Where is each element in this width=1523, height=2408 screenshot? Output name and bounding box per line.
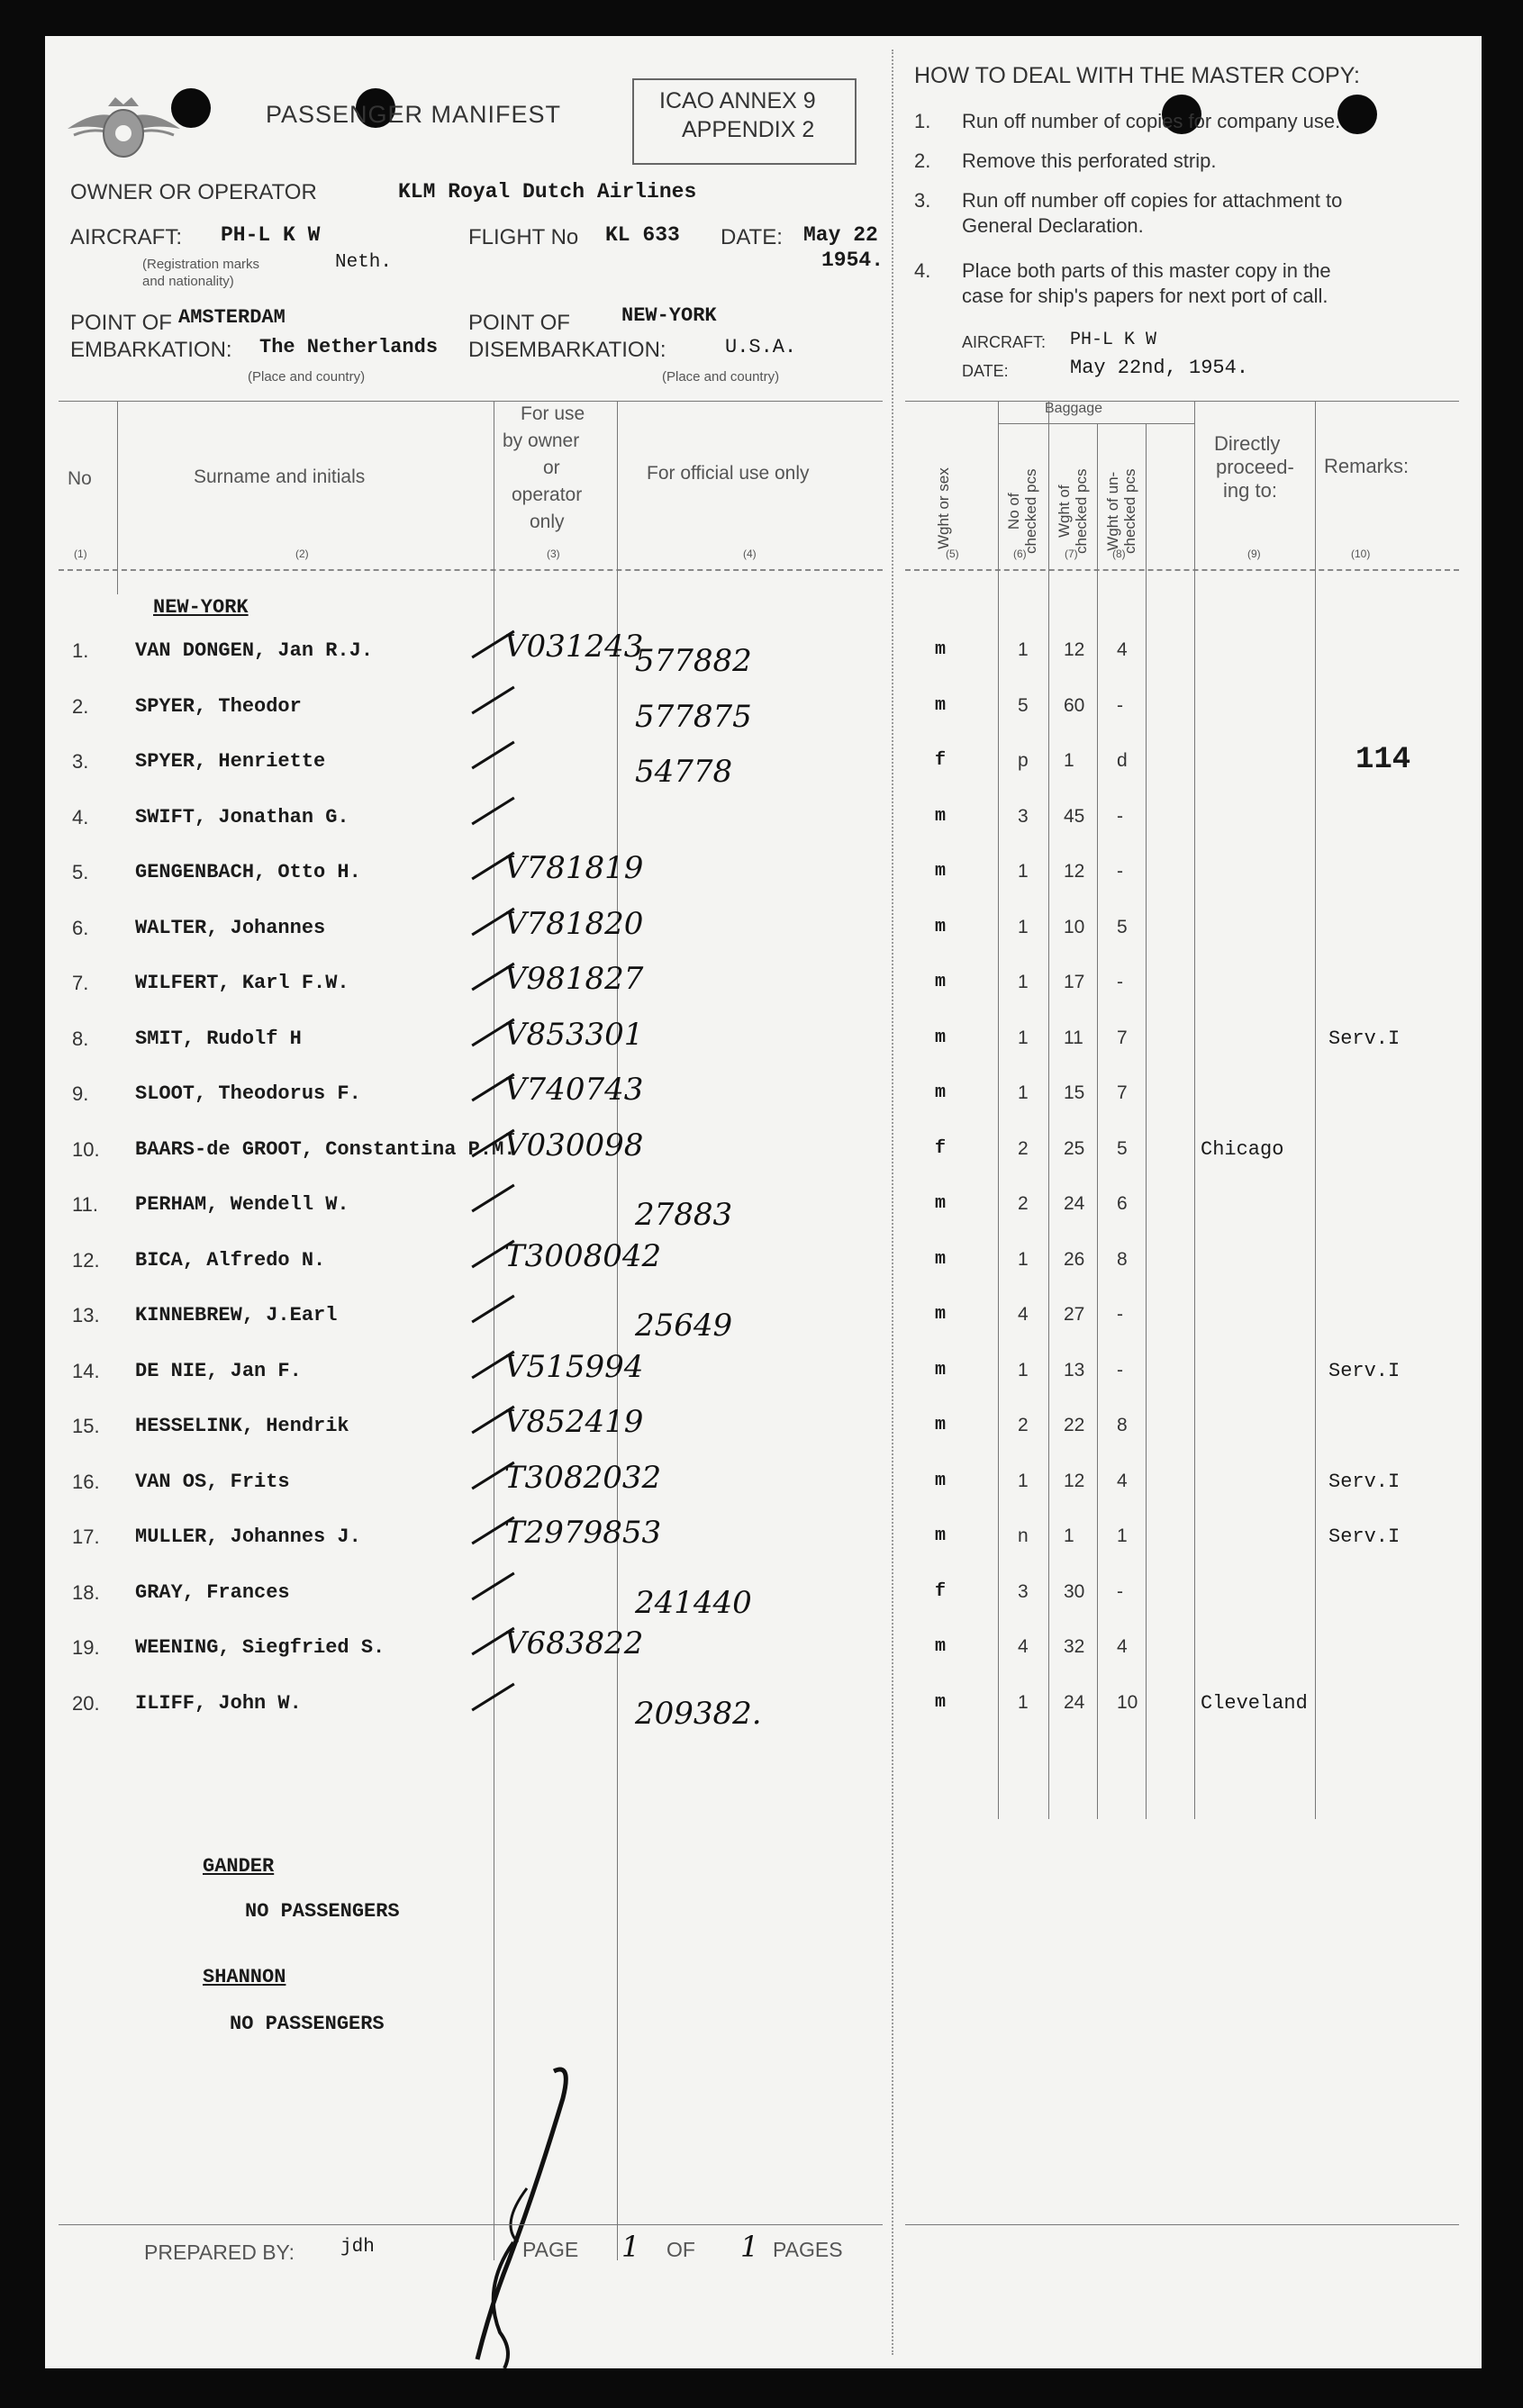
- col-divider: [117, 401, 118, 594]
- checked-weight: 1: [1064, 750, 1074, 771]
- prepared-by-value: jdh: [340, 2237, 375, 2258]
- unchecked-weight: 7: [1117, 1027, 1128, 1048]
- strip-date-label: DATE:: [962, 362, 1009, 380]
- table-header-bottom-rule: [59, 569, 883, 571]
- col-divider: [1048, 401, 1049, 1819]
- checked-pcs: 1: [1018, 1082, 1029, 1103]
- flight-value: KL 633: [605, 223, 680, 247]
- passport-number: V852419: [504, 1404, 644, 1440]
- col-divider: [998, 401, 999, 1819]
- checked-pcs: 1: [1018, 1359, 1029, 1381]
- remark: 114: [1355, 743, 1411, 777]
- checked-weight: 27: [1064, 1304, 1085, 1325]
- instruction-2-text: Remove this perforated strip.: [962, 149, 1217, 172]
- disembarkation-label-1: POINT OF: [468, 311, 570, 335]
- checked-pcs: 5: [1018, 694, 1029, 716]
- col-divider: [1315, 401, 1316, 1819]
- of-label: OF: [666, 2238, 695, 2261]
- instruction-4-num: 4.: [914, 259, 931, 282]
- checked-pcs: 3: [1018, 1580, 1029, 1602]
- checked-weight: 12: [1064, 639, 1085, 660]
- passenger-name: VAN OS, Frits: [135, 1470, 290, 1493]
- col-header-sex: Wght or sex: [935, 467, 952, 549]
- col-header-remarks: Remarks:: [1324, 455, 1410, 477]
- sex-value: m: [935, 1691, 947, 1713]
- sex-value: m: [935, 1415, 947, 1435]
- unchecked-weight: -: [1117, 694, 1123, 716]
- checked-pcs: 1: [1018, 1248, 1029, 1270]
- checked-weight: 22: [1064, 1415, 1085, 1435]
- page-number: 1: [621, 2230, 640, 2264]
- row-number: 11.: [72, 1193, 98, 1216]
- row-number: 8.: [72, 1027, 89, 1050]
- disembark-place-note: (Place and country): [662, 369, 780, 385]
- unchecked-weight: -: [1117, 861, 1123, 882]
- strip-aircraft-label: AIRCRAFT:: [962, 333, 1047, 351]
- section-title: NEW-YORK: [153, 596, 249, 619]
- passenger-name: SPYER, Henriette: [135, 750, 326, 773]
- footer-rule: [59, 2224, 883, 2225]
- col-index: (7): [1065, 548, 1078, 560]
- checked-pcs: 4: [1018, 1636, 1029, 1657]
- instruction-1-text: Run off number of copies for company use.: [962, 110, 1341, 132]
- passport-number: V981827: [504, 961, 644, 997]
- year-value: 1954.: [821, 249, 884, 272]
- official-number: 577882: [635, 643, 752, 679]
- instruction-1-num: 1.: [914, 110, 931, 132]
- row-number: 12.: [72, 1248, 100, 1272]
- punch-hole: [1337, 95, 1377, 134]
- table-top-rule-right: [905, 401, 1459, 402]
- sex-value: m: [935, 1193, 947, 1214]
- passport-number: V853301: [504, 1016, 644, 1053]
- remark: Serv.I: [1328, 1027, 1401, 1050]
- embarkation-city: AMSTERDAM: [178, 306, 286, 329]
- row-number: 14.: [72, 1359, 100, 1382]
- col-divider: [1146, 423, 1147, 1819]
- col-header-owner-5: only: [530, 511, 565, 532]
- row-number: 16.: [72, 1470, 100, 1493]
- checked-pcs: 1: [1018, 1691, 1029, 1713]
- disembarkation-city: NEW-YORK: [621, 304, 717, 327]
- instruction-3-text: Run off number off copies for attachment to: [962, 189, 1343, 212]
- checked-pcs: 1: [1018, 1470, 1029, 1491]
- row-number: 10.: [72, 1137, 100, 1161]
- col-header-owner-2: by owner: [503, 430, 580, 451]
- sex-value: m: [935, 639, 947, 660]
- passenger-name: MULLER, Johannes J.: [135, 1525, 361, 1548]
- unchecked-weight: 10: [1117, 1691, 1138, 1713]
- passenger-name: GENGENBACH, Otto H.: [135, 861, 361, 883]
- row-number: 15.: [72, 1415, 100, 1437]
- col-index: (1): [74, 548, 87, 560]
- passport-number: V515994: [504, 1348, 644, 1385]
- passport-number: T3082032: [504, 1459, 662, 1496]
- col-header-proceeding-2: proceed-: [1216, 456, 1294, 478]
- row-number: 2.: [72, 694, 89, 718]
- sex-value: m: [935, 1027, 947, 1048]
- col-header-checked-no: No of checked pcs: [1005, 468, 1039, 554]
- official-number: 241440: [635, 1584, 752, 1621]
- checked-weight: 15: [1064, 1082, 1085, 1103]
- col-divider: [1097, 423, 1098, 1819]
- passport-number: V781819: [504, 850, 644, 886]
- col-header-official: For official use only: [647, 463, 810, 484]
- checked-pcs: 2: [1018, 1193, 1029, 1214]
- row-number: 20.: [72, 1691, 100, 1715]
- passport-number: V740743: [504, 1072, 644, 1108]
- sex-value: m: [935, 1248, 947, 1270]
- col-header-owner-4: operator: [512, 484, 583, 505]
- table-top-rule: [59, 401, 883, 402]
- checked-pcs: p: [1018, 750, 1029, 771]
- checked-weight: 10: [1064, 916, 1085, 937]
- instruction-4-text: Place both parts of this master copy in the: [962, 259, 1331, 282]
- passenger-name: SLOOT, Theodorus F.: [135, 1082, 361, 1105]
- owner-value: KLM Royal Dutch Airlines: [398, 180, 697, 204]
- sex-value: m: [935, 805, 947, 827]
- checked-weight: 17: [1064, 972, 1085, 992]
- col-header-proceeding-3: ing to:: [1223, 479, 1277, 502]
- passport-number: V683822: [504, 1625, 644, 1661]
- unchecked-weight: 5: [1117, 1137, 1128, 1159]
- unchecked-weight: 5: [1117, 916, 1128, 937]
- passenger-name: WEENING, Siegfried S.: [135, 1636, 385, 1659]
- sex-value: f: [935, 1137, 947, 1159]
- col-header-unchecked-wt: Wght of un- checked pcs: [1104, 468, 1138, 554]
- official-number: 54778: [635, 754, 733, 790]
- flight-label: FLIGHT No: [468, 225, 579, 249]
- sex-value: m: [935, 861, 947, 882]
- date-value: May 22: [803, 223, 878, 247]
- unchecked-weight: 4: [1117, 1636, 1128, 1657]
- sex-value: m: [935, 1636, 947, 1657]
- date-label: DATE:: [721, 225, 783, 249]
- col-index: (8): [1112, 548, 1126, 560]
- checked-weight: 11: [1064, 1027, 1083, 1048]
- embarkation-label-2: EMBARKATION:: [70, 338, 232, 362]
- page-label: PAGE: [522, 2238, 579, 2261]
- col-header-owner-1: For use: [521, 403, 585, 424]
- registration-value: Neth.: [335, 252, 393, 273]
- pages-label: PAGES: [773, 2238, 843, 2261]
- checked-pcs: 4: [1018, 1304, 1029, 1325]
- checked-weight: 60: [1064, 694, 1085, 716]
- passenger-name: PERHAM, Wendell W.: [135, 1193, 349, 1216]
- checked-weight: 26: [1064, 1248, 1085, 1270]
- passport-number: V031243: [504, 629, 644, 665]
- passenger-name: ILIFF, John W.: [135, 1691, 302, 1715]
- checked-pcs: 1: [1018, 861, 1029, 882]
- checked-pcs: 1: [1018, 916, 1029, 937]
- embarkation-label-1: POINT OF: [70, 311, 172, 335]
- unchecked-weight: -: [1117, 1304, 1123, 1325]
- unchecked-weight: -: [1117, 1580, 1123, 1602]
- passenger-name: DE NIE, Jan F.: [135, 1359, 302, 1382]
- col-index: (6): [1013, 548, 1027, 560]
- checked-weight: 24: [1064, 1193, 1085, 1214]
- row-number: 5.: [72, 861, 89, 883]
- official-number: 209382.: [635, 1695, 762, 1732]
- row-number: 9.: [72, 1082, 89, 1105]
- checked-pcs: 1: [1018, 972, 1029, 992]
- passenger-name: VAN DONGEN, Jan R.J.: [135, 639, 374, 662]
- total-pages: 1: [740, 2230, 759, 2264]
- passenger-name: SPYER, Theodor: [135, 694, 302, 718]
- unchecked-weight: 8: [1117, 1415, 1128, 1435]
- unchecked-weight: 4: [1117, 1470, 1128, 1491]
- checked-weight: 24: [1064, 1691, 1085, 1713]
- col-index: (9): [1247, 548, 1261, 560]
- checked-pcs: 2: [1018, 1137, 1029, 1159]
- aircraft-value: PH-L K W: [221, 223, 321, 247]
- col-divider: [1194, 401, 1195, 1819]
- registration-note: (Registration marks: [142, 257, 260, 272]
- instruction-2-num: 2.: [914, 149, 931, 172]
- table-header-bottom-rule-right: [905, 569, 1459, 571]
- stop-note-gander: NO PASSENGERS: [245, 1900, 400, 1923]
- embark-place-note: (Place and country): [248, 369, 366, 385]
- stop-note-shannon: NO PASSENGERS: [230, 2013, 385, 2035]
- checked-weight: 32: [1064, 1636, 1085, 1657]
- perforation-line: [892, 50, 893, 2355]
- sex-value: m: [935, 916, 947, 937]
- official-number: 27883: [635, 1197, 733, 1233]
- sex-value: f: [935, 750, 947, 771]
- nationality-note: and nationality): [142, 274, 234, 289]
- checked-pcs: 1: [1018, 639, 1029, 660]
- remark: Serv.I: [1328, 1525, 1401, 1548]
- unchecked-weight: 8: [1117, 1248, 1128, 1270]
- passenger-name: SMIT, Rudolf H: [135, 1027, 302, 1050]
- sex-value: m: [935, 1470, 947, 1491]
- instructions-title: HOW TO DEAL WITH THE MASTER COPY:: [914, 63, 1360, 88]
- row-number: 13.: [72, 1304, 100, 1326]
- col-header-surname: Surname and initials: [194, 466, 366, 487]
- row-number: 19.: [72, 1636, 100, 1659]
- manifest-sheet: [45, 36, 1482, 2368]
- official-number: 577875: [635, 698, 752, 735]
- passport-number: T2979853: [504, 1515, 662, 1551]
- checked-pcs: 3: [1018, 805, 1029, 827]
- unchecked-weight: -: [1117, 805, 1123, 827]
- col-header-owner-3: or: [543, 457, 560, 478]
- destination: Chicago: [1201, 1137, 1284, 1161]
- klm-logo-icon: [63, 79, 185, 178]
- strip-aircraft-value: PH-L K W: [1070, 330, 1157, 350]
- passport-number: V781820: [504, 905, 644, 942]
- col-index: (4): [743, 548, 757, 560]
- checked-pcs: 2: [1018, 1415, 1029, 1435]
- stop-name-gander: GANDER: [203, 1855, 275, 1878]
- handwritten-signature: [428, 2062, 608, 2368]
- col-header-checked-wt: Wght of checked pcs: [1056, 468, 1090, 554]
- sex-value: f: [935, 1580, 947, 1602]
- row-number: 7.: [72, 972, 89, 994]
- strip-date-value: May 22nd, 1954.: [1070, 357, 1249, 379]
- checked-weight: 1: [1064, 1525, 1074, 1546]
- row-number: 3.: [72, 750, 89, 773]
- checked-weight: 12: [1064, 1470, 1085, 1491]
- col-index: (5): [946, 548, 959, 560]
- row-number: 6.: [72, 916, 89, 939]
- prepared-by-label: PREPARED BY:: [144, 2241, 295, 2264]
- icao-line1: ICAO ANNEX 9: [659, 88, 816, 113]
- remark: Serv.I: [1328, 1470, 1401, 1493]
- checked-pcs: n: [1018, 1525, 1029, 1546]
- col-header-baggage: Baggage: [1045, 401, 1103, 416]
- checked-weight: 45: [1064, 805, 1085, 827]
- sex-value: m: [935, 694, 947, 716]
- unchecked-weight: 4: [1117, 639, 1128, 660]
- col-divider: [617, 401, 618, 2260]
- sex-value: m: [935, 1525, 947, 1546]
- col-header-no: No: [68, 468, 92, 489]
- disembarkation-country: U.S.A.: [725, 336, 797, 358]
- embarkation-country: The Netherlands: [259, 336, 439, 358]
- col-index: (2): [295, 548, 309, 560]
- disembarkation-label-2: DISEMBARKATION:: [468, 338, 666, 362]
- sex-value: m: [935, 1359, 947, 1381]
- row-number: 18.: [72, 1580, 100, 1604]
- col-index: (10): [1351, 548, 1371, 560]
- owner-label: OWNER OR OPERATOR: [70, 180, 317, 204]
- unchecked-weight: -: [1117, 972, 1123, 992]
- instruction-3-text2: General Declaration.: [962, 214, 1144, 237]
- remark: Serv.I: [1328, 1359, 1401, 1382]
- sex-value: m: [935, 972, 947, 992]
- passenger-name: KINNEBREW, J.Earl: [135, 1304, 338, 1326]
- row-number: 17.: [72, 1525, 100, 1548]
- passenger-name: WALTER, Johannes: [135, 916, 326, 939]
- checked-weight: 30: [1064, 1580, 1085, 1602]
- official-number: 25649: [635, 1308, 733, 1344]
- unchecked-weight: -: [1117, 1359, 1123, 1381]
- footer-rule-right: [905, 2224, 1459, 2225]
- passenger-name: WILFERT, Karl F.W.: [135, 972, 349, 994]
- page-title: PASSENGER MANIFEST: [266, 101, 562, 128]
- stop-name-shannon: SHANNON: [203, 1966, 286, 1988]
- passenger-name: HESSELINK, Hendrik: [135, 1415, 349, 1437]
- instruction-3-num: 3.: [914, 189, 931, 212]
- passport-number: T3008042: [504, 1237, 662, 1274]
- destination: Cleveland: [1201, 1691, 1308, 1715]
- unchecked-weight: 1: [1117, 1525, 1128, 1546]
- checked-pcs: 1: [1018, 1027, 1029, 1048]
- unchecked-weight: 6: [1117, 1193, 1128, 1214]
- unchecked-weight: 7: [1117, 1082, 1128, 1103]
- passenger-name: BAARS-de GROOT, Constantina P.M.: [135, 1137, 516, 1161]
- passport-number: V030098: [504, 1127, 644, 1163]
- col-index: (3): [547, 548, 560, 560]
- aircraft-label: AIRCRAFT:: [70, 225, 183, 249]
- instruction-4-text2: case for ship's papers for next port of call.: [962, 285, 1328, 307]
- col-header-proceeding-1: Directly: [1214, 432, 1281, 455]
- passenger-name: SWIFT, Jonathan G.: [135, 805, 349, 828]
- checked-weight: 13: [1064, 1359, 1085, 1381]
- passenger-name: GRAY, Frances: [135, 1580, 290, 1604]
- icao-line2: APPENDIX 2: [682, 117, 815, 142]
- checked-weight: 12: [1064, 861, 1085, 882]
- sex-value: m: [935, 1304, 947, 1325]
- row-number: 1.: [72, 639, 89, 662]
- baggage-rule: [998, 423, 1194, 424]
- sex-value: m: [935, 1082, 947, 1103]
- row-number: 4.: [72, 805, 89, 828]
- passenger-name: BICA, Alfredo N.: [135, 1248, 326, 1272]
- unchecked-weight: d: [1117, 750, 1128, 771]
- checked-weight: 25: [1064, 1137, 1085, 1159]
